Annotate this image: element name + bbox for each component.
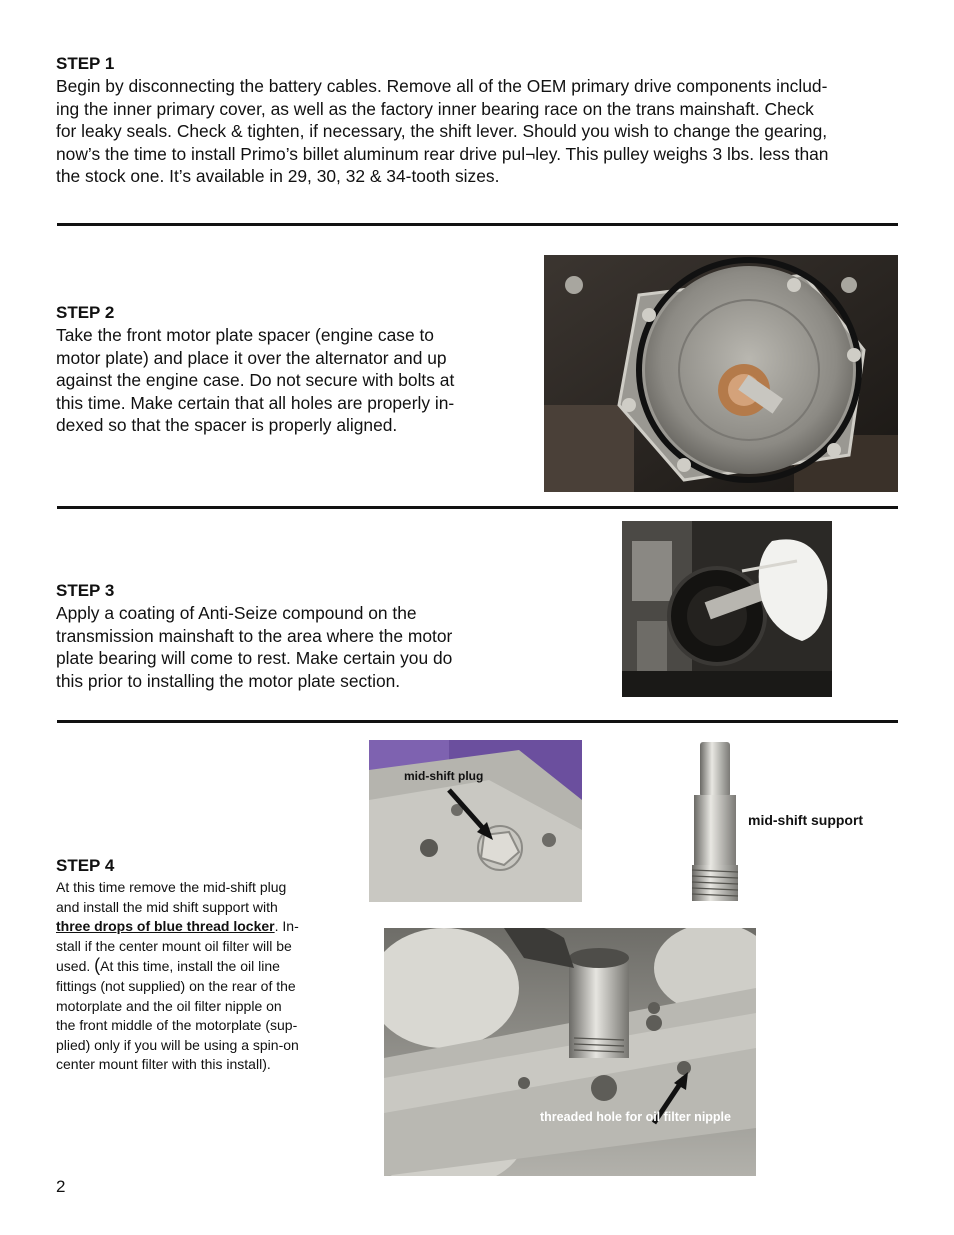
step-4-line bbox=[56, 917, 356, 937]
step-3-line: transmission mainshaft to the area where the motor bbox=[56, 625, 453, 646]
step-2-line: dexed so that the spacer is properly aligned. bbox=[56, 415, 398, 436]
step-2-line: this time. Make certain that all holes are properly in- bbox=[56, 392, 455, 413]
step-4 bbox=[56, 855, 356, 1075]
step-4-line: At this time remove the mid-shift plug bbox=[56, 879, 287, 895]
step-1-line: ing the inner primary cover, as well as the factory inner bearing race on the trans mainshaft. Check bbox=[56, 98, 814, 119]
step-4-line: fittings (not supplied) on the rear of the bbox=[56, 977, 296, 994]
step-3-line: Apply a coating of Anti-Seize compound on the bbox=[56, 603, 417, 623]
step-4-line: the front middle of the motorplate (sup- bbox=[56, 1017, 298, 1034]
divider bbox=[57, 506, 898, 509]
step-4-line: plied) only if you will be using a spin-on bbox=[56, 1036, 299, 1053]
step-4-line: center mount filter with this install). bbox=[56, 1056, 271, 1073]
mid-shift-support-photo bbox=[680, 740, 748, 904]
step-3-line: this prior to installing the motor plate section. bbox=[56, 670, 401, 691]
page-number: 2 bbox=[56, 1177, 66, 1196]
step-3 bbox=[56, 580, 526, 692]
open-paren: ( bbox=[94, 955, 101, 976]
step-1 bbox=[56, 53, 906, 188]
divider bbox=[57, 720, 898, 723]
step-4-line: and install the mid shift support with bbox=[56, 898, 278, 915]
motorplate-install-photo bbox=[384, 928, 756, 1176]
step-4-line bbox=[56, 956, 356, 977]
step-3-line: plate bearing will come to rest. Make certain you do bbox=[56, 648, 453, 669]
step-1-line: the stock one. It’s available in 29, 30, 32 & 34-tooth sizes. bbox=[56, 166, 500, 187]
step-2 bbox=[56, 302, 526, 437]
step-4-line-end: At this time, install the oil line bbox=[100, 958, 280, 975]
step-1-line: Begin by disconnecting the battery cables. Remove all of the OEM primary drive components includ- bbox=[56, 76, 828, 96]
step-2-line: Take the front motor plate spacer (engine case to bbox=[56, 325, 434, 345]
mid-shift-plug-photo bbox=[369, 740, 582, 902]
step-1-title: STEP 1 bbox=[56, 54, 115, 73]
step-1-line: now’s the time to install Primo’s billet aluminum rear drive pul¬ley. This pulley weighs 3 lbs. less than bbox=[56, 143, 829, 164]
step-4-title: STEP 4 bbox=[56, 856, 115, 875]
step-2-line: motor plate) and place it over the alternator and up bbox=[56, 347, 447, 368]
oil-filter-nipple-caption: threaded hole for oil filter nipple bbox=[540, 1110, 731, 1124]
step-4-line-start: used. bbox=[56, 958, 95, 975]
step-2-line: against the engine case. Do not secure with bolts at bbox=[56, 370, 455, 391]
step-4-line: motorplate and the oil filter nipple on bbox=[56, 997, 282, 1014]
mid-shift-plug-caption: mid-shift plug bbox=[404, 769, 484, 783]
step-4-line-rest: . In- bbox=[274, 918, 299, 935]
step-1-line: for leaky seals. Check & tighten, if necessary, the shift lever. Should you wish to change the gearing, bbox=[56, 121, 828, 142]
thread-locker-emphasis: three drops of blue thread locker bbox=[56, 918, 275, 935]
motor-plate-spacer-photo bbox=[544, 255, 898, 492]
anti-seize-photo bbox=[622, 521, 832, 697]
step-3-title: STEP 3 bbox=[56, 581, 115, 600]
step-2-title: STEP 2 bbox=[56, 303, 115, 322]
divider bbox=[57, 223, 898, 226]
step-4-line: stall if the center mount oil filter will be bbox=[56, 937, 292, 954]
mid-shift-support-caption: mid-shift support bbox=[748, 812, 864, 828]
